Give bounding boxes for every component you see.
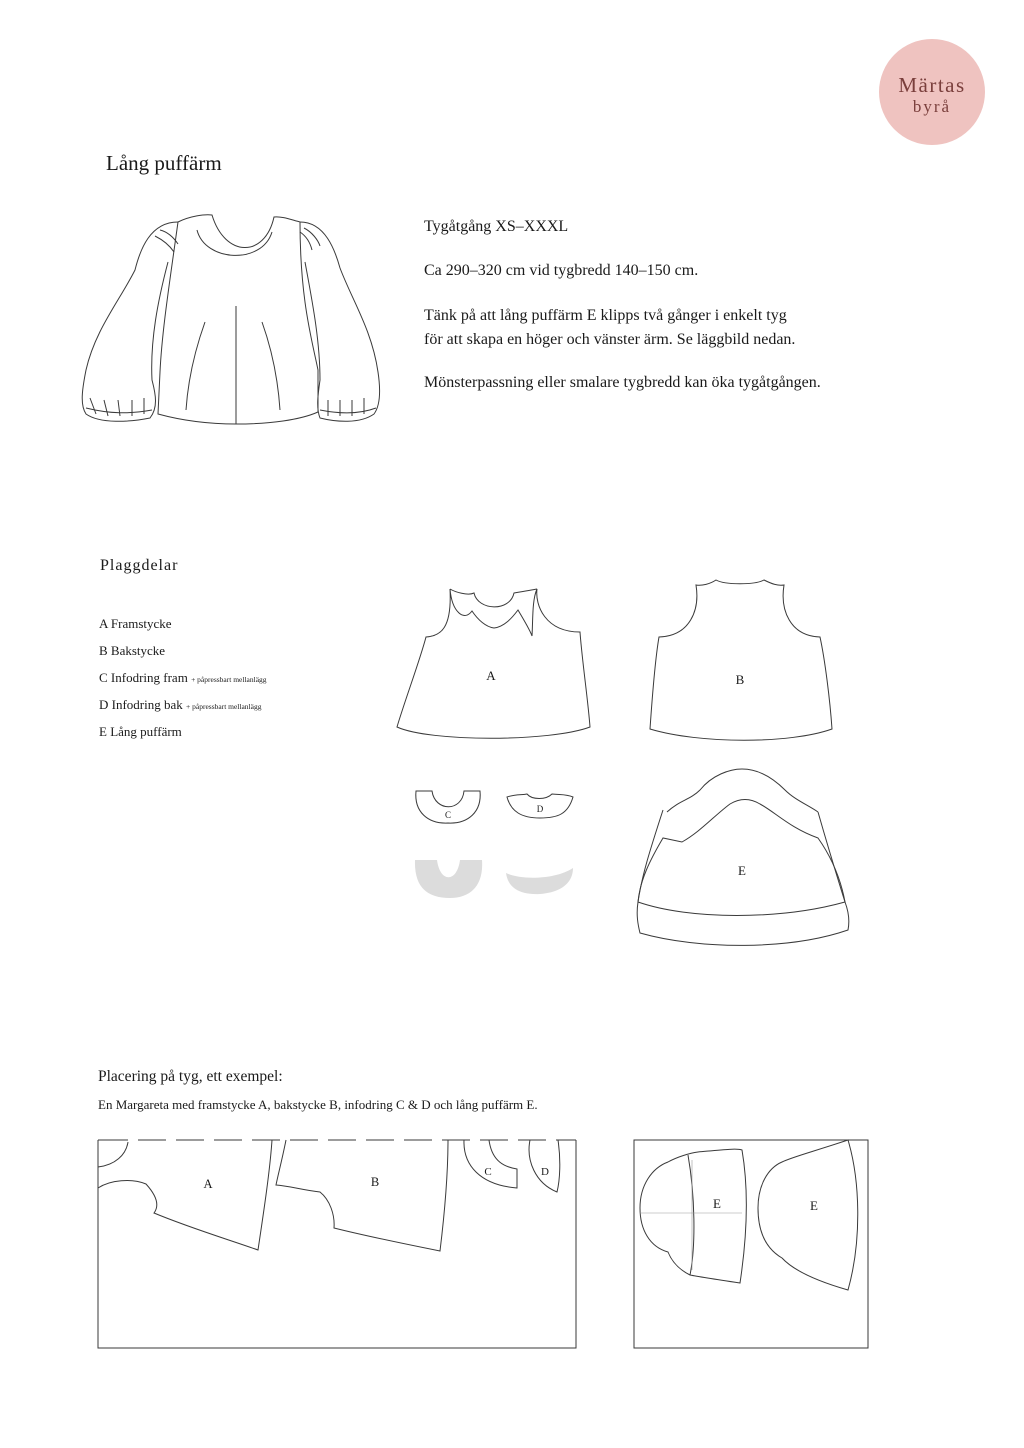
piece-label-e: E <box>738 863 746 878</box>
parts-heading: Plaggdelar <box>100 557 179 574</box>
cutting-note-line2: för att skapa en höger och vänster ärm. Se läggbild nedan. <box>424 331 796 348</box>
part-item-a <box>99 616 172 632</box>
part-note: + påpressbart mellanlägg <box>191 675 267 684</box>
part-label: A Framstycke <box>99 616 172 631</box>
brand-line2: byrå <box>912 97 952 116</box>
cutting-note-line1: Tänk på att lång puffärm E klipps två gånger i enkelt tyg <box>424 307 787 324</box>
part-label: C Infodring fram <box>99 670 188 685</box>
piece-label-d: D <box>536 804 544 814</box>
fabric-layouts <box>98 1140 868 1348</box>
part-note: + påpressbart mellanlägg <box>186 702 262 711</box>
fabric-amount: Ca 290–320 cm vid tygbredd 140–150 cm. <box>424 262 699 279</box>
layout-label-e1: E <box>713 1196 721 1211</box>
piece-label-c: C <box>444 810 452 820</box>
layout-label-e2: E <box>810 1198 818 1213</box>
part-item-c <box>99 670 267 686</box>
placement-description: En Margareta med framstycke A, bakstycke B, infodring C & D och lång puffärm E. <box>98 1097 538 1112</box>
cutting-note <box>424 304 944 352</box>
part-label: B Bakstycke <box>99 643 166 658</box>
placement-heading: Placering på tyg, ett exempel: <box>98 1068 283 1085</box>
part-label: D Infodring bak <box>99 697 183 712</box>
part-label: E Lång puffärm <box>99 724 182 739</box>
part-item-d <box>99 697 261 713</box>
layout-label-d: D <box>541 1166 549 1178</box>
brand-line1: Märtas <box>898 73 966 97</box>
fabric-extra-note: Mönsterpassning eller smalare tygbredd kan öka tygåtgången. <box>424 374 821 391</box>
layout-label-a: A <box>203 1177 213 1191</box>
piece-label-b: B <box>735 672 745 687</box>
interfacing-pieces <box>415 860 573 898</box>
part-item-e <box>99 724 182 740</box>
fabric-size-range: Tygåtgång XS–XXXL <box>424 218 569 235</box>
layout-label-b: B <box>370 1175 380 1189</box>
part-item-b <box>99 643 165 659</box>
page-title: Lång puffärm <box>106 151 222 175</box>
piece-label-a: A <box>486 668 496 683</box>
layout-label-c: C <box>484 1166 492 1178</box>
